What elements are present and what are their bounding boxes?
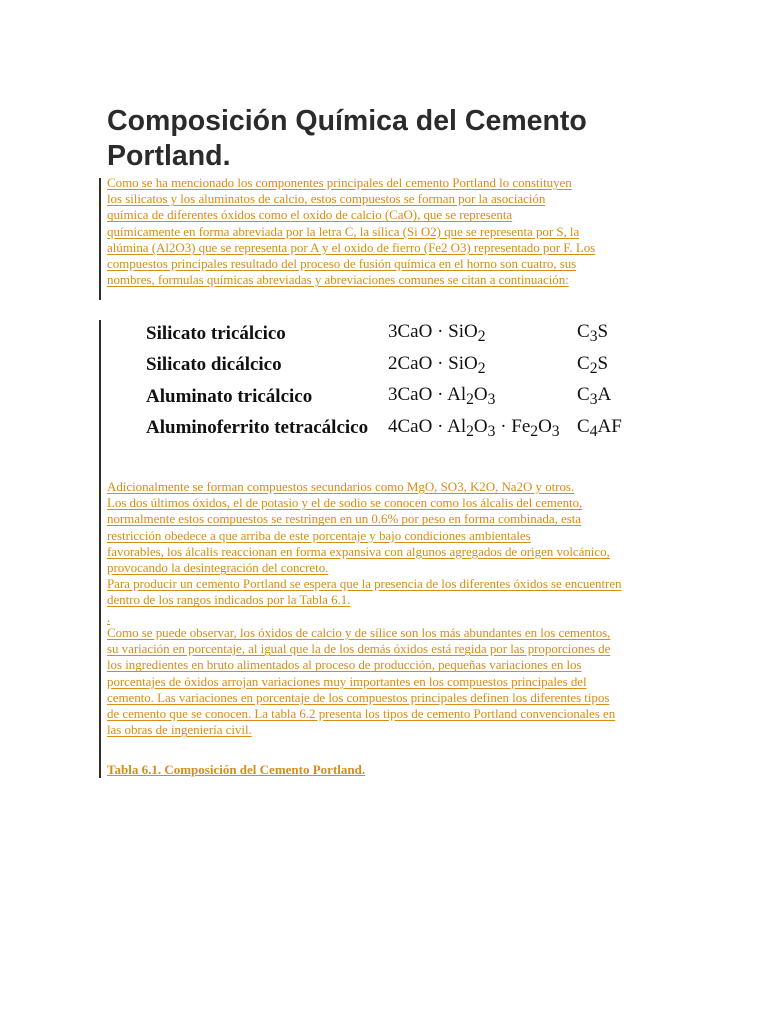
text-line: los silicatos y los aluminatos de calcio, estos compuestos se forman por la asociación	[107, 191, 546, 207]
intro-paragraph[interactable]	[107, 175, 595, 288]
compound-formula: 2CaO · SiO$_2$	[388, 352, 486, 377]
compound-formula: $3CaO \cdot Al_2O_3$	[388, 384, 496, 409]
text-line: Como se puede observar, los óxidos de calcio y de sílice son los más abundantes en los cementos,	[107, 625, 611, 640]
compound-row	[146, 350, 666, 382]
compound-formula: $4CaO \cdot Al_2O_3 \cdot Fe_2O_3$	[388, 415, 560, 440]
stray-mark: .	[107, 610, 111, 625]
text-line: provocando la desintegración del concreto.	[107, 560, 329, 576]
text-line: Los dos últimos óxidos, el de potasio y el de sodio se conocen como los álcalis del cemento,	[107, 495, 583, 511]
page-title: Composición Química del Cemento Portland.	[107, 105, 587, 172]
compound-name: Aluminato tricálcico	[146, 385, 313, 407]
compound-row	[146, 413, 666, 445]
table-caption[interactable]: Tabla 6.1. Composición del Cemento Portland.	[107, 762, 366, 777]
compound-abbreviation: $C_3A$	[577, 384, 612, 409]
text-line: restricción obedece a que arriba de este porcentaje y bajo condiciones ambientales	[107, 527, 531, 543]
text-line: compuestos principales resultado del proceso de fusión química en el horno son cuatro, sus	[107, 256, 577, 272]
text-line: porcentajes de óxidos arrojan variaciones muy importantes en los compuestos principales del	[107, 673, 587, 689]
text-line: Adicionalmente se forman compuestos secundarios como MgO, SO3, K2O, Na2O y otros.	[107, 479, 575, 494]
compound-row	[146, 381, 666, 413]
compound-abbreviation: $C_3S$	[577, 321, 609, 346]
compound-name: Aluminoferrito tetracálcico	[146, 417, 369, 439]
text-line: cemento. Las variaciones en porcentaje de los compuestos principales definen los diferentes tipos	[107, 689, 610, 705]
compound-name: Silicato dicálcico	[146, 354, 282, 376]
observation-paragraph[interactable]	[107, 625, 615, 738]
text-line: química de diferentes óxidos como el oxido de calcio (CaO), que se representa	[107, 207, 513, 223]
compound-formula: 3CaO · SiO$_2$	[388, 321, 486, 346]
compound-name: Silicato tricálcico	[146, 322, 286, 344]
text-line: nombres, formulas químicas abreviadas y abreviaciones comunes se citan a continuación:	[107, 272, 569, 288]
text-line: alúmina (Al2O3) que se representa por A y el oxido de fierro (Fe2 O3) representado por F. Los	[107, 239, 596, 255]
compounds-table	[146, 318, 666, 444]
text-line: Para producir un cemento Portland se espera que la presencia de los diferentes óxidos se encuentren	[107, 576, 622, 592]
compound-abbreviation: $C_4AF$	[577, 415, 622, 440]
margin-change-bar	[99, 320, 101, 778]
text-line: las obras de ingeniería civil.	[107, 722, 252, 738]
text-line: favorables, los álcalis reaccionan en forma expansiva con algunos agregados de origen volcánico,	[107, 543, 610, 559]
text-line: químicamente en forma abreviada por la letra C, la sílica (Si O2) que se representa por S, la	[107, 223, 580, 239]
text-line: su variación en porcentaje, al igual que la de los demás óxidos está regida por las proporciones de	[107, 641, 611, 657]
compound-abbreviation: $C_2S$	[577, 352, 609, 377]
margin-change-bar	[99, 178, 101, 300]
text-line: Como se ha mencionado los componentes principales del cemento Portland lo constituyen	[107, 175, 572, 190]
compound-row	[146, 318, 666, 350]
text-line: dentro de los rangos indicados por la Tabla 6.1.	[107, 592, 351, 608]
text-line: de cemento que se conocen. La tabla 6.2 presenta los tipos de cemento Portland convencionales en	[107, 706, 616, 722]
text-line: normalmente estos compuestos se restringen en un 0.6% por peso en forma combinada, esta	[107, 511, 581, 527]
secondary-compounds-paragraph[interactable]	[107, 479, 622, 609]
text-line: los ingredientes en bruto alimentados al proceso de producción, pequeñas variaciones en los	[107, 657, 582, 673]
